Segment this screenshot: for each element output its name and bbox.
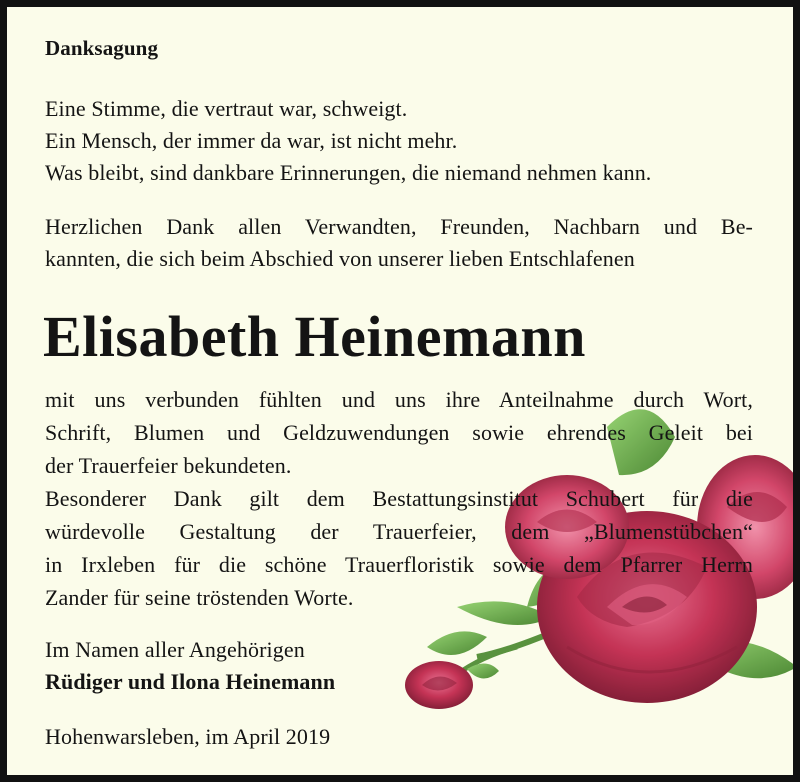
- intro-line-1: Herzlichen Dank allen Verwandten, Freunden, Nachbarn und Be-: [45, 214, 753, 239]
- signatories: Rüdiger und Ilona Heinemann: [45, 669, 336, 694]
- body-line-2: Schrift, Blumen und Geldzuwendungen sowie ehrendes Geleit bei: [45, 420, 753, 445]
- verse-line-3: Was bleibt, sind dankbare Erinnerungen, die niemand nehmen kann.: [45, 160, 652, 185]
- place-date: Hohenwarsleben, im April 2019: [45, 724, 331, 749]
- body-line-1: mit uns verbunden fühlten und uns ihre Anteilnahme durch Wort,: [45, 387, 753, 412]
- verse-line-2: Ein Mensch, der immer da war, ist nicht mehr.: [45, 128, 458, 153]
- verse-line-1: Eine Stimme, die vertraut war, schweigt.: [45, 96, 408, 121]
- deceased-name: Elisabeth Heinemann: [43, 304, 586, 369]
- signature-intro: Im Namen aller Angehörigen: [45, 637, 305, 662]
- notice-heading: Danksagung: [45, 36, 159, 60]
- body-line-4: Besonderer Dank gilt dem Bestattungsinstitut Schubert für die: [45, 486, 753, 511]
- body-line-5: würdevolle Gestaltung der Trauerfeier, dem „Blumenstübchen“: [45, 519, 753, 544]
- body-line-6: in Irxleben für die schöne Trauerfloristik sowie dem Pfarrer Herrn: [45, 552, 753, 577]
- body-line-7: Zander für seine tröstenden Worte.: [45, 585, 354, 610]
- body-line-3: der Trauerfeier bekundeten.: [45, 453, 292, 478]
- intro-line-2: kannten, die sich beim Abschied von unserer lieben Entschlafenen: [45, 246, 635, 271]
